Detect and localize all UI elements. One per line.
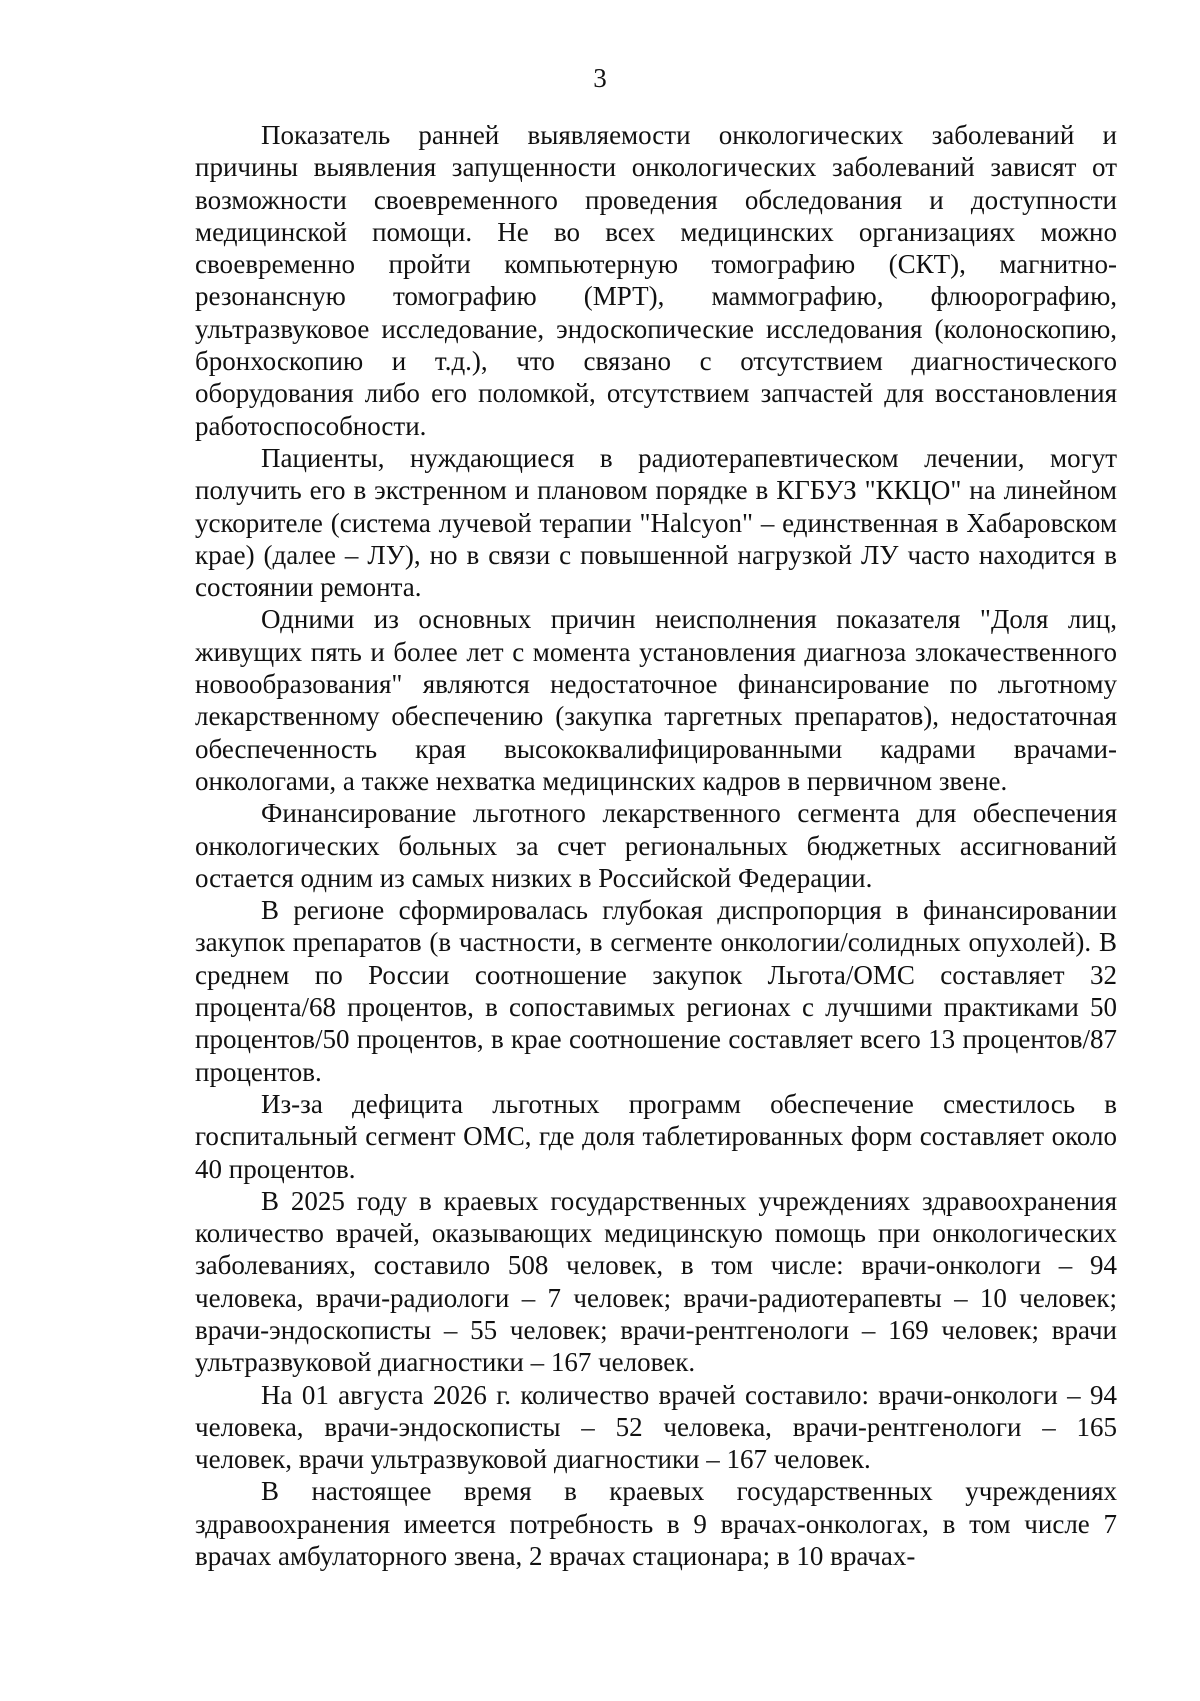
paragraph-doctors-2025: В 2025 году в краевых государственных учреждениях здравоохранения количество врачей, оказывающих медицинскую помощь при онкологических заболеваниях, составило 508 человек, в том числе: врачи-онкологи – 94 человека, врачи-радиологи – 7 человек; врачи-радиотерапевты – 10 человек; врачи-эндоскописты – 55 человек; врачи-рентгенологи – 169 человек; врачи ультразвуковой диагностики – 167 человек. (195, 1185, 1117, 1378)
paragraph-survival-indicator: Одними из основных причин неисполнения показателя "Доля лиц, живущих пять и более лет с момента установления диагноза злокачественного новообразования" являются недостаточное финансирование по льготному лекарственному обеспечению (закупка таргетных препаратов), недостаточная обеспеченность края высококвалифицированными кадрами врачами-онкологами, а также нехватка медицинских кадров в первичном звене. (195, 604, 1117, 796)
paragraph-procurement-disproportion: В регионе сформировалась глубокая диспропорция в финансировании закупок препаратов (в частности, в сегменте онкологии/солидных опухолей). В среднем по России соотношение закупок Льгота/ОМС составляет 32 процента/68 процентов, в сопоставимых регионах с лучшими практиками 50 процентов/50 процентов, в крае соотношение составляет всего 13 процентов/87 процентов. (195, 895, 1117, 1087)
paragraph-doctors-2026: На 01 августа 2026 г. количество врачей составило: врачи-онкологи – 94 человека, врачи-эндоскописты – 52 человека, врачи-рентгенологи – 165 человек, врачи ультразвуковой диагностики – 167 человек. (195, 1379, 1117, 1475)
paragraph-staffing-needs: В настоящее время в краевых государственных учреждениях здравоохранения имеется потребность в 9 врачах-онкологах, в том числе 7 врачах амбулаторного звена, 2 врачах стационара; в 10 врачах- (195, 1476, 1117, 1572)
paragraph-drug-financing: Финансирование льготного лекарственного сегмента для обеспечения онкологических больных за счет региональных бюджетных ассигнований остается одним из самых низких в Российской Федерации. (195, 798, 1117, 893)
page-number: 3 (593, 63, 607, 93)
paragraph-hospital-segment: Из-за дефицита льготных программ обеспечение сместилось в госпитальный сегмент ОМС, где доля таблетированных форм составляет около 40 процентов. (195, 1088, 1117, 1184)
paragraph-early-detection: Показатель ранней выявляемости онкологических заболеваний и причины выявления запущенности онкологических заболеваний зависят от возможности своевременного проведения обследования и доступности медицинской помощи. Не во всех медицинских организациях можно своевременно пройти компьютерную томографию (СКТ), магнитно-резонансную томографию (МРТ), маммографию, флюорографию, ультразвуковое исследование, эндоскопические исследования (колоноскопию, бронхоскопию и т.д.), что связано с отсутствием диагностического оборудования либо его поломкой, отсутствием запчастей для восстановления работоспособности. (195, 120, 1117, 441)
body-text (195, 119, 1117, 1572)
paragraph-radiotherapy: Пациенты, нуждающиеся в радиотерапевтическом лечении, могут получить его в экстренном и плановом порядке в КГБУЗ "ККЦО" на линейном ускорителе (система лучевой терапии "Halcyon" – единственная в Хабаровском крае) (далее – ЛУ), но в связи с повышенной нагрузкой ЛУ часто находится в состоянии ремонта. (195, 442, 1117, 603)
